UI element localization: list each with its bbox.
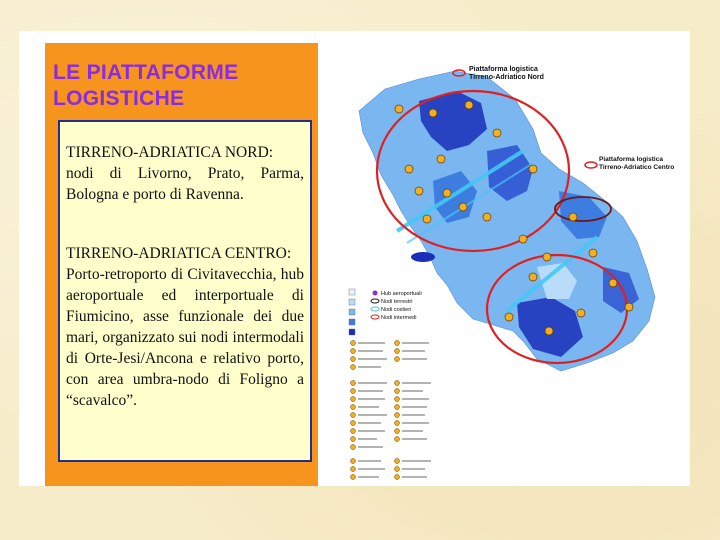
node-marker (459, 203, 467, 211)
legend-entry-icon (351, 341, 356, 346)
node-marker (529, 273, 537, 281)
legend-entry-icon (351, 405, 356, 410)
legend-intermedi-label: Nodi intermedi (381, 315, 417, 321)
legend-intermedi-icon (371, 315, 379, 319)
legend-entry-text (358, 343, 431, 477)
legend-entry-icon (395, 341, 400, 346)
callout-centro-marker (585, 162, 597, 168)
node-marker (493, 129, 501, 137)
node-marker (437, 155, 445, 163)
node-marker (545, 327, 553, 335)
legend-entry-icon (351, 437, 356, 442)
node-marker (395, 105, 403, 113)
legend-entry-icon (351, 389, 356, 394)
legend-entry-icon (351, 381, 356, 386)
node-marker (483, 213, 491, 221)
legend-entry-icon (395, 381, 400, 386)
legend-entry-icon (351, 397, 356, 402)
legend-entry-icon (395, 397, 400, 402)
legend-swatch (349, 299, 355, 305)
legend-entry-icon (351, 475, 356, 480)
callout-centro-label-2: Tirreno-Adriatico Centro (599, 164, 675, 171)
node-marker (429, 109, 437, 117)
legend-entry-icon (351, 429, 356, 434)
node-marker (505, 313, 513, 321)
legend-swatch (349, 289, 355, 295)
legend-entry-icon (351, 349, 356, 354)
legend-swatch (349, 329, 355, 335)
slide (19, 31, 690, 486)
node-marker (519, 235, 527, 243)
legend-costieri-icon (371, 307, 379, 311)
legend-entry-icon (395, 413, 400, 418)
node-marker (465, 101, 473, 109)
text-panel (45, 43, 318, 486)
node-marker (423, 215, 431, 223)
section-nord (66, 142, 304, 205)
legend-entry-icon (351, 459, 356, 464)
legend-hub-icon (373, 291, 378, 296)
legend-entry-icon (351, 421, 356, 426)
legend-entry-icon (395, 349, 400, 354)
node-marker (543, 253, 551, 261)
legend-entry-icon (395, 421, 400, 426)
legend-entries (351, 341, 400, 480)
callout-centro-label-1: Piattaforma logistica (599, 156, 663, 163)
description-box (58, 120, 312, 462)
legend-entry-icon (395, 389, 400, 394)
node-marker (415, 187, 423, 195)
map-island (411, 252, 435, 262)
callout-nord-label-2: Tirreno-Adriatico Nord (469, 74, 544, 81)
node-marker (577, 309, 585, 317)
section-nord-body: nodi di Livorno, Prato, Parma, Bologna e porto di Ravenna. (66, 165, 304, 203)
node-marker (625, 303, 633, 311)
legend-entry-icon (351, 357, 356, 362)
legend-entry-icon (351, 365, 356, 370)
legend-entry-icon (395, 459, 400, 464)
map-legend (349, 289, 431, 480)
section-nord-heading: TIRRENO-ADRIATICA NORD: (66, 144, 274, 161)
legend-entry-icon (351, 467, 356, 472)
legend-terrestri-icon (371, 299, 379, 303)
legend-entry-icon (395, 429, 400, 434)
node-marker (443, 189, 451, 197)
legend-costieri-label: Nodi costieri (381, 307, 412, 313)
legend-entry-icon (395, 467, 400, 472)
legend-swatch (349, 309, 355, 315)
section-centro-heading: TIRRENO-ADRIATICA CENTRO: (66, 245, 292, 262)
slide-title: LE PIATTAFORME LOGISTICHE (53, 61, 239, 110)
legend-terrestri-label: Nodi terrestri (381, 299, 413, 305)
legend-hub-label: Hub aeroportuali (381, 291, 422, 297)
legend-entry-icon (351, 445, 356, 450)
callout-nord-label-1: Piattaforma logistica (469, 66, 538, 73)
legend-entry-icon (395, 437, 400, 442)
node-marker (609, 279, 617, 287)
legend-entry-icon (395, 475, 400, 480)
legend-entry-icon (351, 413, 356, 418)
node-marker (569, 213, 577, 221)
map-svg (337, 41, 682, 486)
legend-entry-icon (395, 405, 400, 410)
section-centro (66, 243, 304, 411)
node-marker (405, 165, 413, 173)
node-marker (589, 249, 597, 257)
legend-swatch (349, 319, 355, 325)
legend-entry-icon (395, 357, 400, 362)
logistics-map (337, 41, 682, 486)
section-centro-body: Porto-retroporto di Civitavecchia, hub aeroportuale ed interportuale di Fiumicino, asse funzionale dei due mari, organizzato sui nodi intermodali di Orte-Jesi/Ancona e relativo porto, con area umbra-nodo di Foligno a “scavalco”. (66, 266, 304, 409)
node-marker (529, 165, 537, 173)
